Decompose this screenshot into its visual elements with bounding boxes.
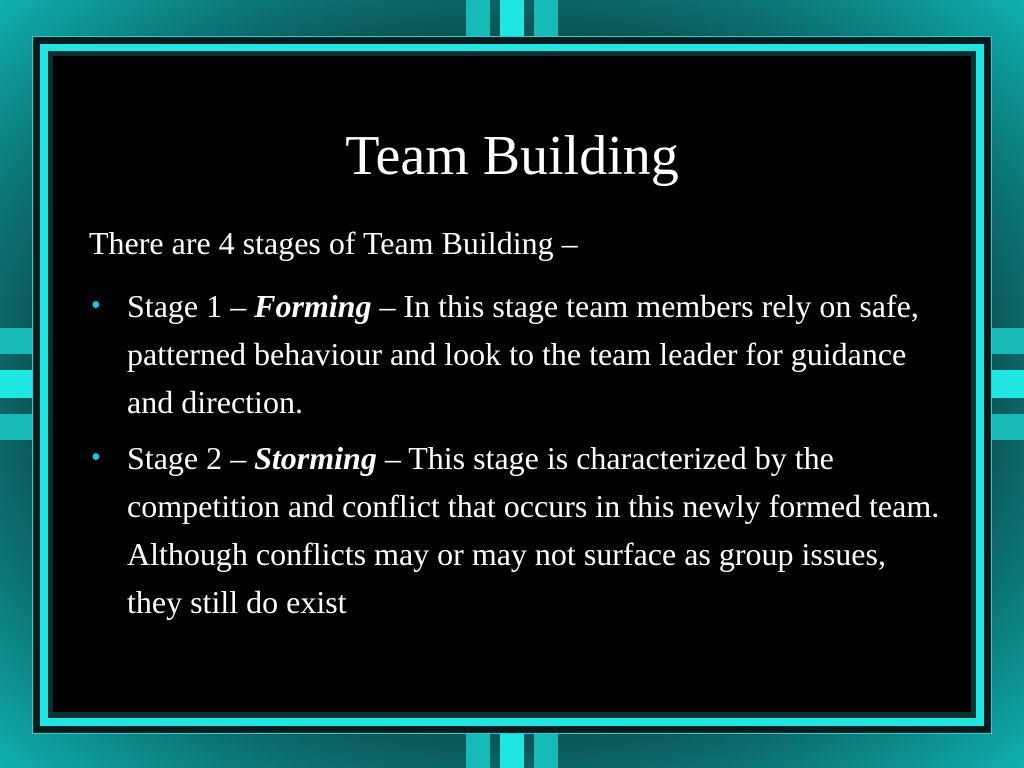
bullet-item-stage-2 [89, 434, 949, 626]
slide-content-area [53, 56, 971, 712]
bullet-icon: • [91, 290, 101, 321]
bullet-term: Storming [254, 440, 377, 476]
bullet-term: Forming [254, 288, 372, 324]
bullet-list [89, 282, 949, 634]
bullet-icon: • [91, 442, 101, 473]
bullet-text: – This stage is characterized by the competition and conflict that occurs in this newly formed team. Although conflicts may or may not surface as group issues, they still do exist [127, 440, 940, 620]
bullet-item-stage-1 [89, 282, 949, 426]
bullet-text: – In this stage team members rely on safe, patterned behaviour and look to the team leader for guidance and direction. [127, 288, 919, 420]
bullet-prefix: Stage 2 – [127, 440, 255, 476]
slide-intro-text: There are 4 stages of Team Building – [89, 225, 578, 261]
slide-title: Team Building [345, 125, 679, 187]
bullet-prefix: Stage 1 – [127, 288, 255, 324]
